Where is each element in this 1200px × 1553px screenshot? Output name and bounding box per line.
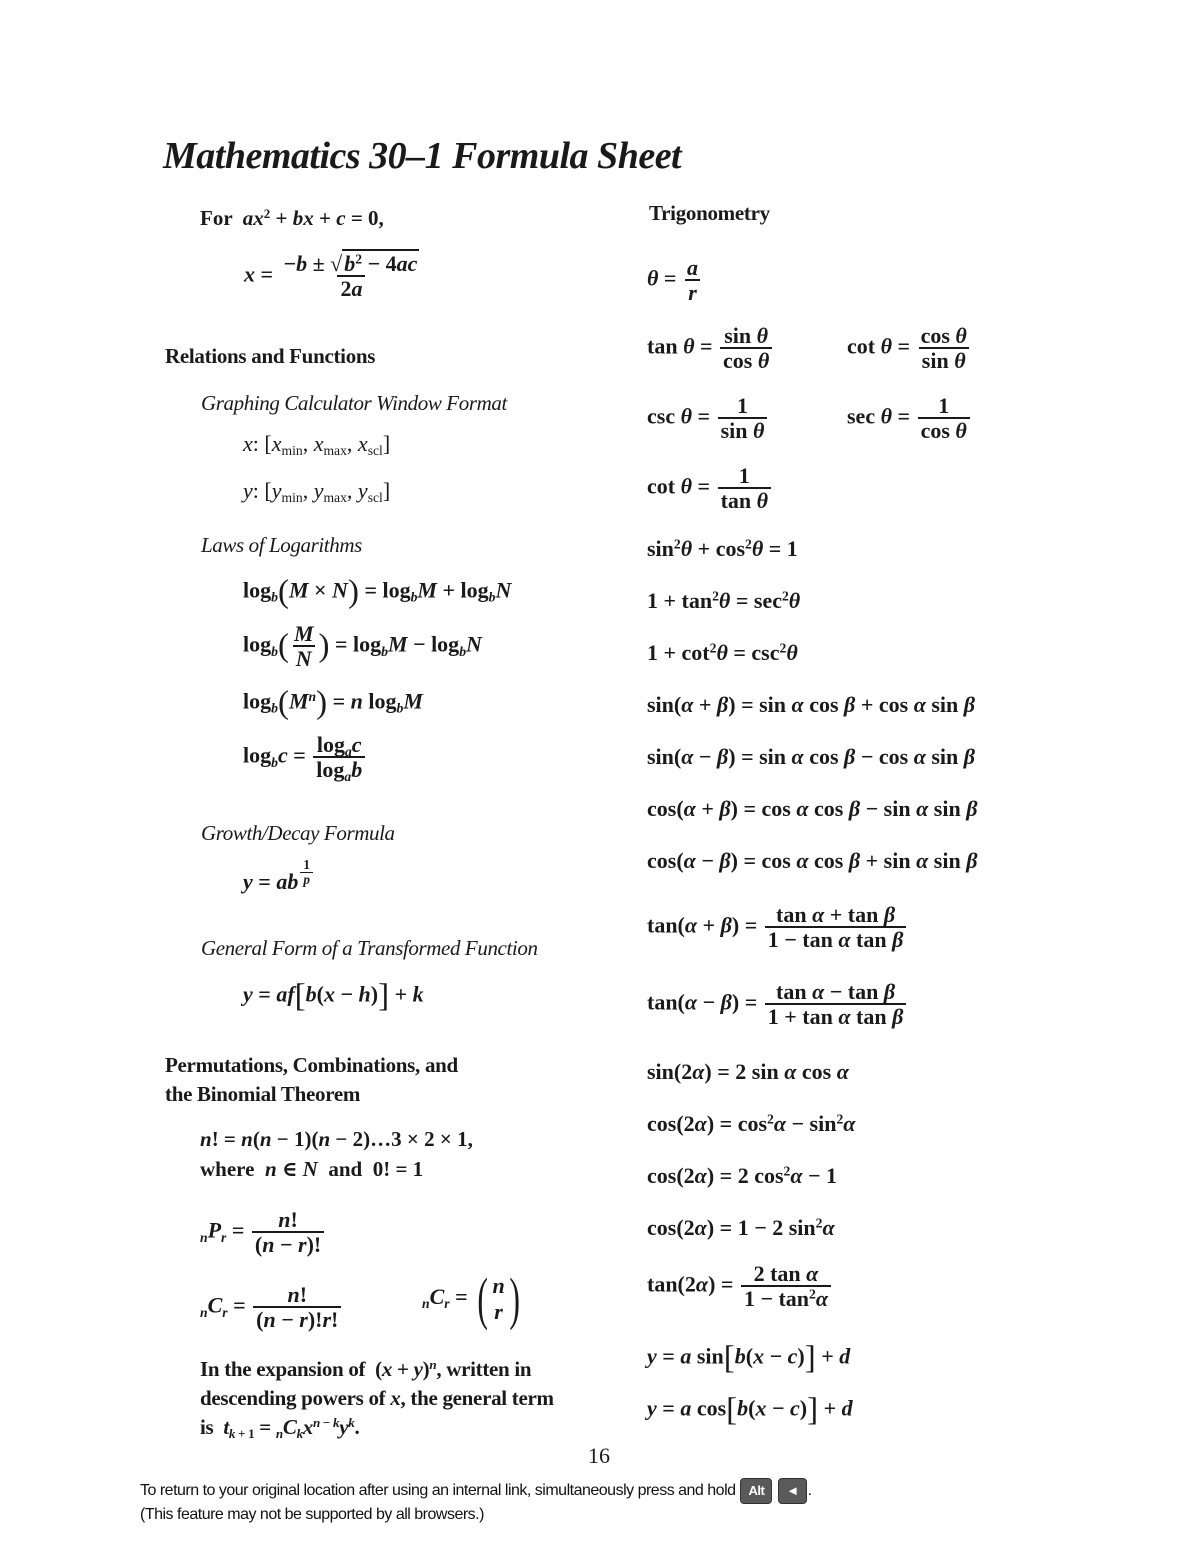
page-title: Mathematics 30–1 Formula Sheet bbox=[163, 135, 682, 177]
footer-period: . bbox=[807, 1482, 812, 1500]
sin-sum-identity: sin(α + β) = sin α cos β + cos α sin β bbox=[647, 692, 976, 717]
log-power-rule: $\log_b(M^n) = n$ $\log_bM$ bbox=[243, 685, 423, 721]
pythagorean-identity-1: $\sin^2\theta + \cos^2\theta = 1$ bbox=[647, 536, 798, 561]
sin-difference-identity: sin(α − β) = sin α cos β − cos α sin β bbox=[647, 744, 976, 769]
window-y: y: [$y_{min}$, $y_{max}$, $y_{scl}$] bbox=[243, 478, 391, 506]
sinusoidal-cosine-form: y = a cos[b(x − c)] + d bbox=[647, 1392, 853, 1428]
permutations-header-line1: Permutations, Combinations, and bbox=[165, 1053, 458, 1077]
left-arrow-key-icon: ◄ bbox=[778, 1478, 806, 1504]
quadratic-intro: For bbox=[200, 206, 233, 230]
sin-double-angle: sin(2α) = 2 sin α cos α bbox=[647, 1059, 849, 1084]
binomial-expansion-text: In the expansion of $(x + y)^n$, written in descending powers of x, the general term is $t_{k + 1} = _nC_kx^{n - k}y^k$. bbox=[200, 1356, 554, 1441]
cot-identity: cot θ = $\frac{\text{cos θ}}{\text{sin θ}}$ bbox=[847, 323, 967, 374]
combination-binomial-notation: $_nC_r$ = ( n r ) bbox=[422, 1266, 520, 1331]
cot-reciprocal-identity: cot θ = $\frac{1}{\text{tan θ}}$ bbox=[647, 464, 773, 513]
cos-double-angle-1: $\cos(2\alpha) = \cos^2\alpha - \sin^2\alpha$ bbox=[647, 1111, 856, 1136]
sinusoidal-sine-form: y = a sin[b(x − c)] + d bbox=[647, 1340, 851, 1376]
tan-identity: tan θ = $\frac{\text{sin θ}}{\text{cos θ}}$ bbox=[647, 324, 774, 373]
relations-functions-header: Relations and Functions bbox=[165, 344, 376, 368]
laws-logarithms-header: Laws of Logarithms bbox=[201, 533, 362, 557]
expansion-text-2: descending powers of bbox=[200, 1386, 386, 1410]
trigonometry-header: Trigonometry bbox=[649, 201, 770, 225]
quadratic-formula: x = $\frac{-b \pm √b^2 - 4ac}{2a}$ bbox=[244, 251, 418, 302]
log-quotient-rule: $\log_b$( $\frac{M}{N}$ ) = $\log_bM - \log_bN$ bbox=[243, 621, 482, 672]
factorial-definition: n! = n(n − 1)(n − 2)…3 × 2 × 1, bbox=[200, 1127, 473, 1151]
factorial-where: where bbox=[200, 1157, 255, 1181]
arc-length-formula: θ = $\frac{a}{r}$ bbox=[647, 255, 698, 306]
factorial-and: and bbox=[328, 1157, 363, 1181]
cos-difference-identity: cos(α − β) = cos α cos β + sin α sin β bbox=[647, 848, 978, 873]
combination-formula: $_nC_r$ = $\frac{n!}{(n - r)!r!}$ bbox=[200, 1283, 343, 1332]
expansion-text-1b: , written in bbox=[436, 1357, 532, 1381]
tan-sum-identity: tan(α + β) = $\frac{\text{tan α + tan β}}{\text{1 − tan α tan β}}$ bbox=[647, 903, 908, 952]
sec-identity: sec θ = $\frac{1}{\text{cos θ}}$ bbox=[847, 394, 972, 443]
alt-key-icon: Alt bbox=[740, 1478, 772, 1504]
growth-decay-formula: y = ab $^{\frac{1}{p}}$ bbox=[243, 858, 315, 895]
cos-double-angle-2: cos(2α) = 2 $\cos^2\alpha - 1$ bbox=[647, 1163, 838, 1188]
footer-line1: To return to your original location after using an internal link, simultaneously press and hold bbox=[140, 1482, 736, 1500]
footer-note bbox=[140, 1478, 1040, 1526]
cos-sum-identity: cos(α + β) = cos α cos β − sin α sin β bbox=[647, 796, 978, 821]
page-number: 16 bbox=[588, 1443, 610, 1468]
expansion-text-2b: , the general term bbox=[400, 1386, 554, 1410]
graphing-window-header: Graphing Calculator Window Format bbox=[201, 391, 507, 415]
footer-line2: (This feature may not be supported by all browsers.) bbox=[140, 1506, 484, 1523]
permutations-header-line2: the Binomial Theorem bbox=[165, 1082, 361, 1106]
log-product-rule: $\log_b(M \times N) = \log_bM + \log_bN$ bbox=[243, 574, 512, 610]
window-x: x: [$x_{min}$, $x_{max}$, $x_{scl}$] bbox=[243, 431, 391, 459]
tan-difference-identity: tan(α − β) = $\frac{\text{tan α − tan β}}{\text{1 + tan α tan β}}$ bbox=[647, 980, 908, 1029]
quadratic-equation: For $ax^2$ + bx + c = 0, bbox=[200, 205, 384, 230]
expansion-text-1: In the expansion of bbox=[200, 1357, 366, 1381]
cos-double-angle-3: cos(2α) = 1 − 2 $\sin^2\alpha$ bbox=[647, 1215, 835, 1240]
permutation-formula: $_nP_r$ = $\frac{n!}{(n - r)!}$ bbox=[200, 1208, 326, 1257]
log-change-of-base: $\log_bc$ = $\frac{\log_ac}{\log_ab}$ bbox=[243, 733, 367, 782]
growth-decay-header: Growth/Decay Formula bbox=[201, 821, 395, 845]
transformed-function-formula: y = af[b(x − h)] + k bbox=[243, 978, 424, 1014]
transformed-function-header: General Form of a Transformed Function bbox=[201, 936, 538, 960]
expansion-text-3: is bbox=[200, 1415, 214, 1439]
pythagorean-identity-2: $1 + \tan^2\theta = \sec^2\theta$ bbox=[647, 588, 801, 613]
pythagorean-identity-3: $1 + \cot^2\theta = \csc^2\theta$ bbox=[647, 640, 798, 665]
tan-double-angle: tan(2α) = $\frac{\text{2 tan α}}{1 - \tan^2\alpha}$ bbox=[647, 1262, 833, 1311]
factorial-condition: where n ∈ N and 0! = 1 bbox=[200, 1157, 424, 1181]
csc-identity: csc θ = $\frac{1}{\text{sin θ}}$ bbox=[647, 394, 769, 443]
